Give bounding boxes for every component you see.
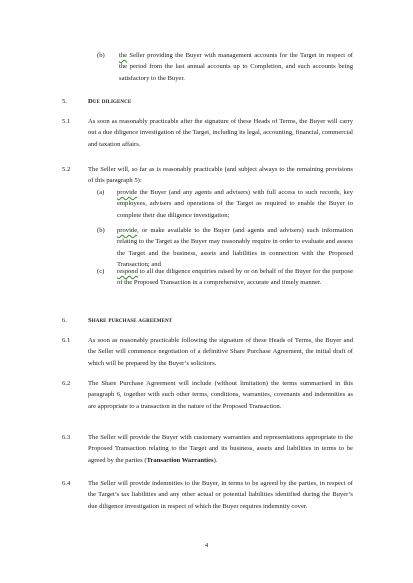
item-text — [117, 266, 353, 289]
item-body: the Buyer (and any agents and advisers) with full access to such records, key employees, advisers and operations of the Target as required to enable the Buyer to complete their due diligence investigation; — [117, 189, 353, 219]
clause-text: The Share Purchase Agreement will include (without limitation) the terms summarised in this paragraph 6, together with such other terms, conditions, warranties, covenants and indemnities as are appropriate to a transaction in the nature of the Proposed Transaction. — [88, 380, 353, 410]
item-label: (c) — [97, 268, 105, 275]
clause-body: The Seller will provide the Buyer with customary warranties and representations appropriate to the Proposed Transaction relating to the Target and its business, assets and liabilities in terms to be agreed by the parties ( — [88, 434, 353, 464]
clause-text: The Seller will, so far as is reasonably practicable (and subject always to the remaining provisions of this paragraph 5): — [88, 166, 353, 185]
clause-number: 6.2 — [62, 380, 71, 387]
item-label: (b) — [97, 52, 105, 59]
item-body: Seller providing the Buyer with management accounts for the Target in respect of the period from the last annual accounts up to Completion, and such accounts being satisfactory to the Buyer. — [119, 52, 353, 82]
clause-number: 6.3 — [62, 434, 71, 441]
clause-number: 5.2 — [62, 166, 71, 173]
clause-text — [88, 432, 353, 466]
clause-number: 6.4 — [62, 480, 71, 487]
clause-text: As soon as reasonably practicable after the signature of these Heads of Terms, the Buyer will carry out a due diligence investigation of the Target, including its legal, accounting, financial, commercial and taxation affairs. — [88, 118, 353, 148]
section-number: 5. — [62, 98, 67, 105]
clause-end: ). — [213, 456, 218, 464]
item-body: , or make available to the Buyer (and agents and advisers) such information relating to the Target as the Buyer may reasonably require in order to evaluate and assess the Target and the business, assets and liabilities in connection with the Proposed Transaction; and — [117, 227, 353, 269]
item-label: (a) — [97, 189, 105, 196]
page-number: 4 — [204, 542, 209, 549]
clause-number: 6.1 — [62, 337, 71, 344]
section-number: 6. — [62, 317, 67, 324]
clause-number: 5.1 — [62, 118, 71, 125]
section-heading: Due diligence — [88, 98, 132, 105]
defined-term: Transaction Warranties — [146, 456, 214, 464]
spelling-flag: respond — [117, 268, 138, 275]
section-heading: Share purchase agreement — [88, 317, 173, 324]
spelling-flag: provide — [117, 189, 138, 196]
spelling-flag: provide — [117, 227, 138, 234]
item-text — [117, 225, 353, 271]
clause-text: The Seller will provide indemnities to the Buyer, in terms to be agreed by the parties, in respect of the Target’s tax liabilities and any other actual or potential liabilities identified during the Buyer’s due diligence investigation in respect of which the Buyer requires indemnity cover. — [88, 480, 353, 510]
item-text — [119, 50, 353, 84]
item-text — [117, 187, 353, 221]
clause-text: As soon as reasonably practicable following the signature of these Heads of Terms, the Buyer and the Seller will commence negotiation of a definitive Share Purchase Agreement, the initial draft of which will be prepared by the Buyer’s solicitors. — [88, 337, 353, 367]
item-label: (b) — [97, 227, 105, 234]
item-body: to all due diligence enquiries raised by or on behalf of the Buyer for the purpose of the Proposed Transaction in a comprehensive, accurate and timely manner. — [117, 268, 353, 287]
spelling-flag: the — [119, 52, 128, 59]
